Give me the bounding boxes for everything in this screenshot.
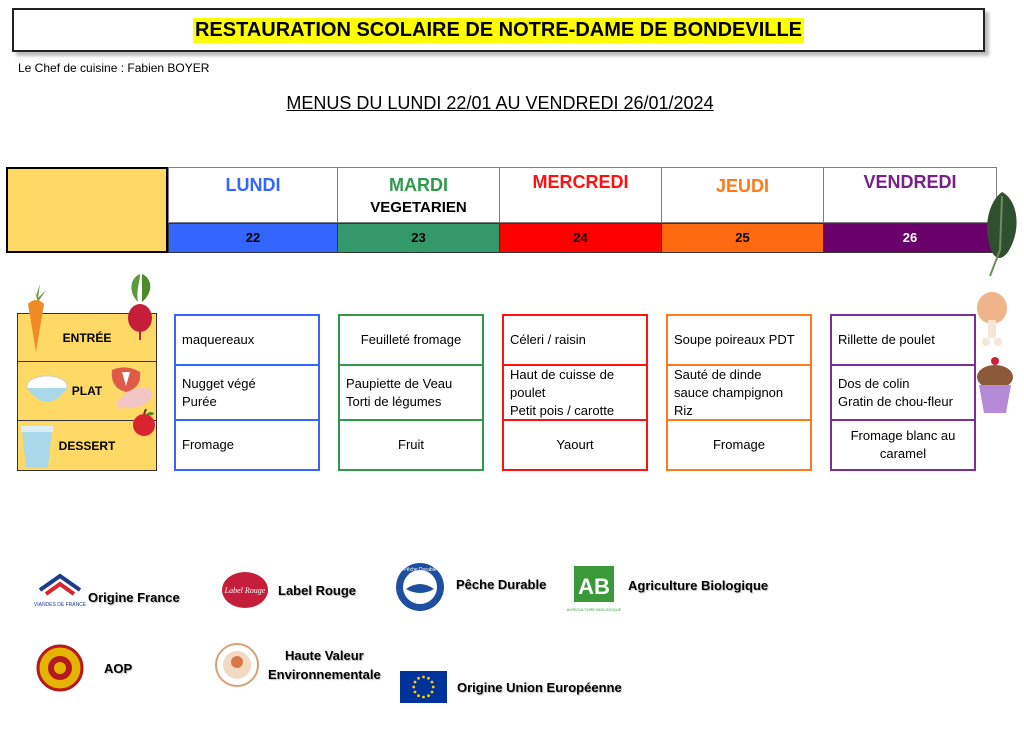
menu-box-vendredi bbox=[830, 314, 976, 471]
menu-box-jeudi bbox=[666, 314, 812, 471]
legend-origine-france bbox=[33, 570, 180, 610]
dish-text: Fromage blanc au bbox=[850, 428, 956, 443]
legend-label: Origine France bbox=[88, 589, 180, 605]
title-box bbox=[12, 8, 985, 52]
day-header-vendredi bbox=[823, 167, 997, 223]
dish-text: Fromage bbox=[182, 437, 235, 452]
day-header-mercredi bbox=[499, 167, 662, 223]
day-name: MARDI bbox=[389, 175, 448, 195]
day-name: MERCREDI bbox=[532, 172, 629, 192]
day-subtitle: VEGETARIEN bbox=[370, 199, 467, 216]
menu-dessert bbox=[340, 421, 482, 469]
svg-text:Pêche Durable: Pêche Durable bbox=[403, 567, 437, 573]
menu-entree bbox=[504, 316, 646, 364]
carrot-icon bbox=[22, 282, 50, 354]
menu-entree bbox=[668, 316, 810, 364]
day-header-jeudi bbox=[661, 167, 824, 223]
label-rouge-logo bbox=[220, 570, 270, 610]
legend-label: Environnementale bbox=[268, 667, 381, 682]
day-number: 22 bbox=[168, 223, 338, 253]
menu-plat bbox=[176, 364, 318, 421]
svg-text:AB: AB bbox=[578, 574, 610, 599]
dish-text: Riz bbox=[674, 402, 693, 418]
cupcake-icon bbox=[974, 355, 1016, 415]
menus-period-title: MENUS DU LUNDI 22/01 AU VENDREDI 26/01/2024 bbox=[286, 93, 714, 113]
dish-text: caramel bbox=[879, 446, 927, 461]
day-name: LUNDI bbox=[225, 175, 281, 195]
svg-text:AGRICULTURE BIOLOGIQUE: AGRICULTURE BIOLOGIQUE bbox=[566, 607, 622, 612]
dish-text: Gratin de chou-fleur bbox=[838, 393, 953, 409]
dish-text: poulet bbox=[510, 384, 546, 400]
page-title: RESTAURATION SCOLAIRE DE NOTRE-DAME DE BONDEVILLE bbox=[194, 18, 803, 41]
legend-label: Haute Valeur bbox=[284, 648, 364, 663]
peche-durable-logo bbox=[394, 561, 446, 613]
day-header-mardi bbox=[337, 167, 500, 223]
radish-icon bbox=[122, 272, 158, 342]
day-name: VENDREDI bbox=[863, 172, 957, 192]
menu-plat bbox=[504, 364, 646, 421]
dish-text: Purée bbox=[182, 393, 217, 409]
viandes-de-france-logo bbox=[33, 570, 87, 610]
row-label-plat: PLAT bbox=[17, 361, 157, 421]
hve-logo bbox=[214, 642, 260, 688]
dish-text: Soupe poireaux PDT bbox=[674, 332, 795, 347]
dish-text: Petit pois / carotte bbox=[510, 402, 615, 418]
dish-text: maquereaux bbox=[182, 332, 255, 347]
menu-dessert bbox=[176, 421, 318, 469]
apple-icon bbox=[130, 408, 158, 438]
row-label-entree: ENTRÉE bbox=[17, 313, 157, 362]
svg-text:VIANDES DE FRANCE: VIANDES DE FRANCE bbox=[33, 602, 87, 608]
menu-entree bbox=[176, 316, 318, 364]
dish-text: Haut de cuisse de bbox=[510, 366, 615, 382]
rice-bowl-icon bbox=[24, 372, 70, 410]
chef-credit: Le Chef de cuisine : Fabien BOYER bbox=[18, 61, 210, 75]
menu-box-lundi bbox=[174, 314, 320, 471]
day-name: JEUDI bbox=[715, 176, 769, 196]
dish-text: Fromage bbox=[712, 437, 766, 452]
legend-hve bbox=[214, 642, 381, 688]
chicken-leg-icon bbox=[972, 290, 1012, 346]
day-number: 24 bbox=[499, 223, 662, 253]
legend-origine-ue bbox=[400, 671, 622, 703]
dish-text: Céleri / raisin bbox=[510, 332, 586, 347]
day-number: 25 bbox=[661, 223, 824, 253]
menu-dessert bbox=[668, 421, 810, 469]
menu-dessert bbox=[832, 421, 974, 469]
menu-entree bbox=[340, 316, 482, 364]
legend-label-rouge bbox=[220, 570, 356, 610]
dish-text: Sauté de dinde bbox=[674, 366, 762, 382]
legend-hve-text bbox=[268, 648, 381, 682]
yogurt-icon bbox=[20, 424, 54, 470]
day-number: 23 bbox=[337, 223, 500, 253]
dish-text: Feuilleté fromage bbox=[360, 332, 462, 347]
day-header-lundi bbox=[168, 167, 338, 223]
header-corner-cell bbox=[6, 167, 168, 253]
menu-entree bbox=[832, 316, 974, 364]
dish-text: Paupiette de Veau bbox=[346, 375, 453, 391]
eu-flag-icon bbox=[400, 671, 447, 703]
aop-logo bbox=[36, 644, 84, 692]
dish-text: Rillette de poulet bbox=[838, 332, 935, 347]
menu-plat bbox=[668, 364, 810, 421]
dish-text: Yaourt bbox=[556, 437, 594, 452]
dish-text: Nugget végé bbox=[182, 375, 256, 391]
ab-logo bbox=[566, 564, 622, 616]
dish-text: sauce champignon bbox=[674, 384, 784, 400]
legend-aop bbox=[36, 644, 132, 692]
menu-plat bbox=[340, 364, 482, 421]
menu-box-mardi bbox=[338, 314, 484, 471]
dish-text: Dos de colin bbox=[838, 375, 910, 391]
menu-plat bbox=[832, 364, 974, 421]
dish-text: Fruit bbox=[398, 437, 424, 452]
legend-label: Agriculture Biologique bbox=[628, 577, 769, 593]
svg-text:Label Rouge: Label Rouge bbox=[224, 586, 266, 595]
spinach-leaf-icon bbox=[982, 190, 1022, 278]
legend-agriculture-bio bbox=[566, 564, 769, 616]
legend-peche-durable bbox=[394, 561, 546, 613]
row-label-dessert: DESSERT bbox=[17, 420, 157, 471]
dish-text: Torti de légumes bbox=[346, 393, 442, 409]
legend-label: Label Rouge bbox=[278, 582, 357, 598]
menu-dessert bbox=[504, 421, 646, 469]
legend-label: AOP bbox=[104, 660, 133, 676]
legend-label: Pêche Durable bbox=[456, 576, 547, 592]
legend-label: Origine Union Européenne bbox=[457, 679, 622, 695]
day-number: 26 bbox=[823, 223, 997, 253]
menu-box-mercredi bbox=[502, 314, 648, 471]
